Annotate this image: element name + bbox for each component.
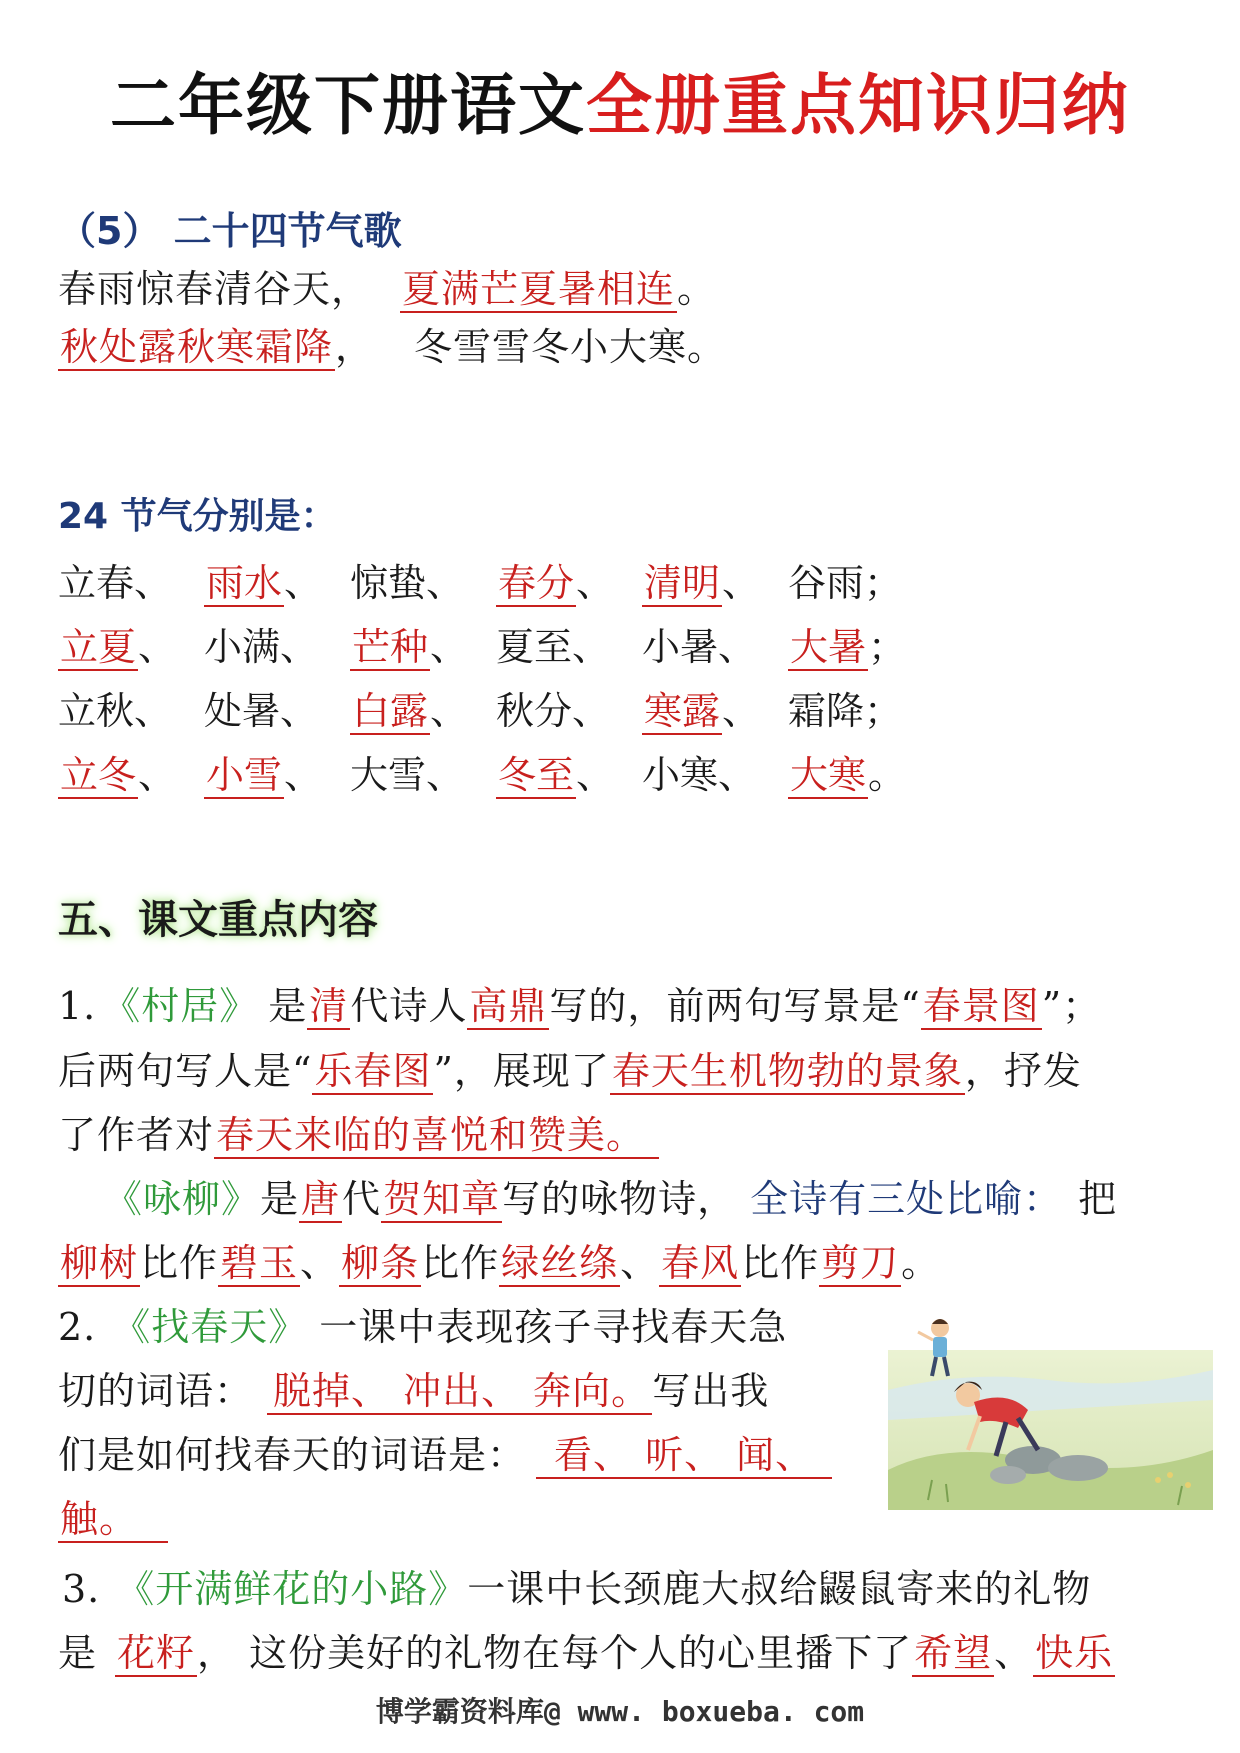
solar-term-name: 大寒	[790, 753, 867, 797]
item1-text-5: 后两句写人是“	[58, 1049, 313, 1093]
song-line-2	[58, 316, 726, 371]
solar-term-separator: 、	[284, 753, 323, 797]
item3-sep: 、	[994, 1631, 1034, 1675]
item3-line-2	[58, 1622, 1115, 1677]
item1-text-2: 代诗人	[350, 984, 468, 1028]
solar-term-separator: 、	[280, 625, 319, 669]
item3-hope: 希望	[914, 1631, 993, 1675]
solar-term-name: 春分	[498, 561, 575, 605]
item1b-poet: 贺知章	[383, 1177, 501, 1221]
solar-term-separator: 、	[430, 689, 469, 733]
solar-term-separator: 、	[134, 689, 173, 733]
song-line-2b: ，	[335, 325, 375, 369]
item2-line-4	[58, 1488, 168, 1543]
item1b-line-1	[104, 1168, 1117, 1223]
item2-line-1	[58, 1296, 787, 1351]
solar-term-separator: 、	[722, 561, 761, 605]
solar-term-separator: 、	[576, 561, 615, 605]
item1-text-1: 是	[268, 984, 308, 1028]
solar-term-name: 芒种	[352, 625, 429, 669]
item1-line-3	[58, 1104, 659, 1159]
item1b-compare-3: 比作	[741, 1241, 820, 1285]
solar-term-separator: ；	[868, 625, 907, 669]
section-heading: 五、课文重点内容	[58, 897, 378, 943]
item3-line-1	[62, 1558, 1091, 1613]
item3-joy: 快乐	[1035, 1631, 1114, 1675]
item1b-metaphor-a2: 柳条	[341, 1241, 420, 1285]
item1-text-8: 了作者对	[58, 1113, 215, 1157]
song-line-1a: 春雨惊春清谷天，	[58, 267, 371, 311]
solar-term-separator: 、	[134, 561, 173, 605]
item1b-metaphor-b1: 碧玉	[220, 1241, 299, 1285]
song-line-2c: 冬雪雪冬小大寒。	[414, 325, 727, 369]
solar-term-separator: 、	[426, 561, 465, 605]
item3-text-1: 一课中长颈鹿大叔给鼹鼠寄来的礼物	[467, 1567, 1092, 1611]
solar-term-name: 小满	[204, 625, 281, 669]
solar-term	[204, 552, 322, 607]
title-black-part: 二年级下册语文	[110, 67, 586, 144]
solar-term	[496, 680, 610, 735]
solar-term-separator: 、	[718, 753, 757, 797]
item1-text-3: 写的，前两句写景是“	[549, 984, 921, 1028]
solar-term	[788, 616, 906, 671]
item1b-text-1: 是	[260, 1177, 300, 1221]
solar-term	[350, 616, 468, 671]
solar-term-separator: ；	[864, 689, 903, 733]
solar-term-separator: 、	[718, 625, 757, 669]
item1b-text-2: 代	[342, 1177, 382, 1221]
solar-term	[496, 552, 614, 607]
solar-term	[642, 552, 760, 607]
item1-dynasty: 清	[309, 984, 349, 1028]
solar-term-separator: 。	[868, 753, 907, 797]
solar-term-name: 立夏	[60, 625, 137, 669]
solar-term-separator: 、	[430, 625, 469, 669]
item1b-metaphor-a1: 柳树	[60, 1241, 139, 1285]
item2-number: 2.	[58, 1305, 97, 1349]
solar-term-name: 立冬	[60, 753, 137, 797]
solar-term-name: 小暑	[642, 625, 719, 669]
solar-term-name: 夏至	[496, 625, 573, 669]
item2-words: 脱掉、 冲出、 奔向。	[267, 1369, 652, 1415]
item1b-end: 。	[901, 1241, 941, 1285]
item1-scene-2: 乐春图	[314, 1049, 432, 1093]
item1b-sep-2: 、	[620, 1241, 660, 1285]
item1b-text-4: 把	[1078, 1177, 1118, 1221]
solar-term-name: 清明	[644, 561, 721, 605]
item2-line-3	[58, 1424, 832, 1479]
solar-term	[350, 680, 468, 735]
solar-term-separator: 、	[284, 561, 323, 605]
solar-term-separator: 、	[572, 689, 611, 733]
solar-term-separator: 、	[138, 753, 177, 797]
page-title	[0, 52, 1240, 147]
item2-text-4: 们是如何找春天的词语是：	[58, 1433, 527, 1477]
item2-line-2	[58, 1360, 769, 1415]
item1b-line-2	[58, 1232, 940, 1287]
solar-term-name: 寒露	[644, 689, 721, 733]
item3-text-3: ， 这份美好的礼物在每个人的心里播下了	[197, 1631, 913, 1675]
solar-term-separator: 、	[138, 625, 177, 669]
solar-term	[204, 680, 318, 735]
item3-book: 《开满鲜花的小路》	[116, 1567, 468, 1611]
solar-term	[350, 744, 464, 799]
item3-gift: 花籽	[117, 1631, 196, 1675]
item1-poet: 高鼎	[469, 984, 548, 1028]
solar-term	[788, 744, 906, 799]
children-spring-illustration	[888, 1310, 1213, 1510]
solar-term	[204, 616, 318, 671]
solar-term	[642, 744, 756, 799]
song-heading: （5） 二十四节气歌	[58, 209, 402, 253]
item1-text-7: ，抒发	[964, 1049, 1082, 1093]
solar-term-separator: 、	[576, 753, 615, 797]
solar-term-name: 立秋	[58, 689, 135, 733]
solar-term-separator: 、	[722, 689, 761, 733]
solar-term-name: 大雪	[350, 753, 427, 797]
item1b-sep-1: 、	[300, 1241, 340, 1285]
footer-watermark: 博学霸资料库@ www. boxueba. com	[375, 1695, 865, 1728]
item1b-metaphor-b2: 绿丝绦	[501, 1241, 619, 1285]
song-line-1	[58, 258, 716, 313]
item1-feeling: 春天来临的喜悦和赞美。	[214, 1113, 659, 1159]
solar-term	[58, 744, 176, 799]
solar-term-name: 处暑	[204, 689, 281, 733]
solar-term-name: 秋分	[496, 689, 573, 733]
solar-term-name: 大暑	[790, 625, 867, 669]
solar-term-name: 惊蛰	[350, 561, 427, 605]
item2-senses: 看、 听、 闻、	[536, 1433, 832, 1479]
item1-text-4: ”；	[1041, 984, 1102, 1028]
solar-term-separator: 、	[280, 689, 319, 733]
item1b-metaphor-a3: 春风	[661, 1241, 740, 1285]
item1-number: 1.	[58, 984, 97, 1028]
song-line-1c: 。	[677, 267, 717, 311]
solar-term-separator: ；	[864, 561, 903, 605]
solar-term-name: 小雪	[206, 753, 283, 797]
solar-term-name: 小寒	[642, 753, 719, 797]
solar-term	[496, 616, 610, 671]
item2-text-3: 写出我	[652, 1369, 770, 1413]
item2-text-2: 切的词语：	[58, 1369, 254, 1413]
solar-term	[788, 552, 902, 607]
item2-senses-2: 触。	[58, 1497, 168, 1543]
item2-text-1: 一课中表现孩子寻找春天急	[319, 1305, 788, 1349]
item1b-metaphor-b3: 剪刀	[821, 1241, 900, 1285]
item1b-book: 《咏柳》	[104, 1177, 261, 1221]
solar-term	[642, 680, 760, 735]
item1-theme: 春天生机物勃的景象	[611, 1049, 963, 1093]
solar-term	[642, 616, 756, 671]
solar-term	[788, 680, 902, 735]
item1-line-1	[58, 975, 1101, 1030]
item3-text-2: 是	[58, 1631, 98, 1675]
solar-term	[58, 680, 172, 735]
solar-term	[58, 616, 176, 671]
solar-term	[58, 552, 172, 607]
solar-term-name: 雨水	[206, 561, 283, 605]
song-line-2a: 秋处露秋寒霜降	[60, 325, 334, 369]
solar-term-separator: 、	[426, 753, 465, 797]
item1b-text-3: 写的咏物诗，	[502, 1177, 737, 1221]
solar-term-name: 白露	[352, 689, 429, 733]
solar-term-name: 立春	[58, 561, 135, 605]
item1-book: 《村居》	[102, 984, 259, 1028]
item3-number: 3.	[62, 1567, 101, 1611]
solar-term	[204, 744, 322, 799]
item1b-compare-1: 比作	[140, 1241, 219, 1285]
solar-term	[496, 744, 614, 799]
song-line-1b: 夏满芒夏暑相连	[402, 267, 676, 311]
item1b-note: 全诗有三处比喻：	[750, 1177, 1063, 1221]
solar-term-name: 霜降	[788, 689, 865, 733]
item1-text-6: ”，展现了	[433, 1049, 610, 1093]
terms-heading: 24 节气分别是：	[58, 496, 337, 537]
solar-term-name: 冬至	[498, 753, 575, 797]
solar-term-separator: 、	[572, 625, 611, 669]
title-red-part: 全册重点知识归纳	[586, 67, 1130, 144]
item1b-dynasty: 唐	[301, 1177, 341, 1221]
item2-book: 《找春天》	[112, 1305, 308, 1349]
item1-scene-1: 春景图	[922, 984, 1040, 1028]
item1-line-2	[58, 1040, 1082, 1095]
solar-term-name: 谷雨	[788, 561, 865, 605]
solar-term	[350, 552, 464, 607]
item1b-compare-2: 比作	[421, 1241, 500, 1285]
